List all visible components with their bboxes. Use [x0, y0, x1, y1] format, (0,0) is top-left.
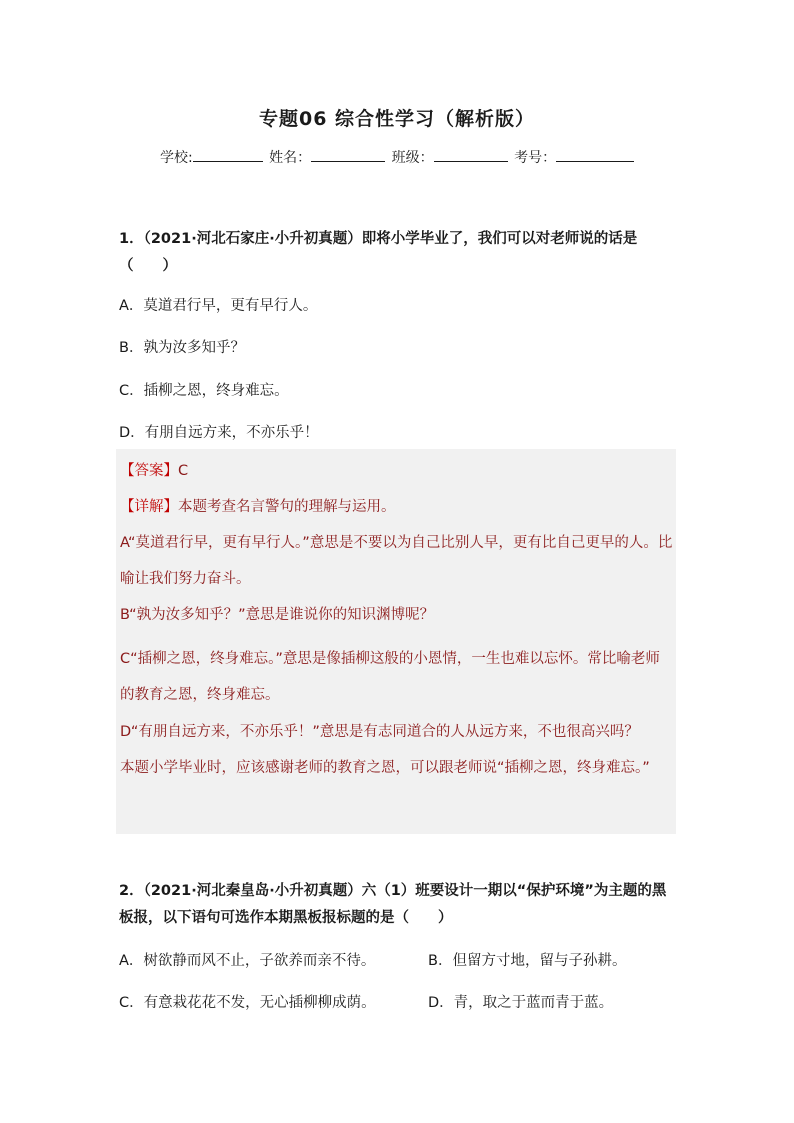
question-2-option-c: C．有意栽花花不发，无心插柳柳成荫。	[119, 995, 376, 1011]
question-1-option-c: C．插柳之恩，终身难忘。	[119, 383, 289, 399]
number-blank	[556, 147, 634, 162]
school-blank	[193, 147, 263, 162]
answer-row	[120, 453, 674, 489]
question-1-option-a: A．莫道君行早，更有早行人。	[119, 298, 318, 314]
class-label: 班级：	[391, 150, 434, 166]
question-1-stem: 1．（2021·河北石家庄·小升初真题）即将小学毕业了，我们可以对老师说的话是（ ）	[119, 231, 638, 274]
school-label: 学校:	[160, 150, 193, 166]
question-2-option-a: A．树欲静而风不止，子欲养而亲不待。	[119, 953, 376, 969]
explanation-a: A“莫道君行早，更有早行人。”意思是不要以为自己比别人早，更有比自己更早的人。比喻让我们努力奋斗。	[120, 535, 673, 587]
detail-intro: 本题考查名言警句的理解与运用。	[178, 499, 396, 515]
explanation-b: B“孰为汝多知乎？”意思是谁说你的知识渊博呢？	[120, 607, 435, 623]
detail-row	[120, 489, 674, 525]
number-label: 考号：	[514, 150, 557, 166]
name-blank	[311, 147, 385, 162]
question-2-option-b: B．但留方寸地，留与子孙耕。	[428, 953, 627, 969]
question-1-option-d: D．有朋自远方来，不亦乐乎！	[119, 425, 319, 441]
student-info-line	[160, 147, 636, 167]
explanation-c: C“插柳之恩，终身难忘。”意思是像插柳这般的小恩情，一生也难以忘怀。常比喻老师的教育之恩，终身难忘。	[120, 651, 660, 703]
name-label: 姓名：	[269, 150, 312, 166]
explanation-conclusion: 本题小学毕业时，应该感谢老师的教育之恩，可以跟老师说“插柳之恩，终身难忘。”	[120, 760, 650, 776]
class-blank	[434, 147, 508, 162]
question-2-option-d: D．青，取之于蓝而青于蓝。	[428, 995, 614, 1011]
question-2-stem: 2．（2021·河北秦皇岛·小升初真题）六（1）班要设计一期以“保护环境”为主题的黑板报，以下语句可选作本期黑板报标题的是（ ）	[119, 883, 667, 926]
answer-label: 【答案】	[120, 463, 178, 479]
answer-value: C	[178, 463, 189, 479]
question-1-option-b: B．孰为汝多知乎？	[119, 340, 245, 356]
detail-label: 【详解】	[120, 499, 178, 515]
explanation-d: D“有朋自远方来，不亦乐乎！”意思是有志同道合的人从远方来，不也很高兴吗？	[120, 724, 639, 740]
page-title: 专题06 综合性学习（解析版）	[258, 108, 536, 130]
